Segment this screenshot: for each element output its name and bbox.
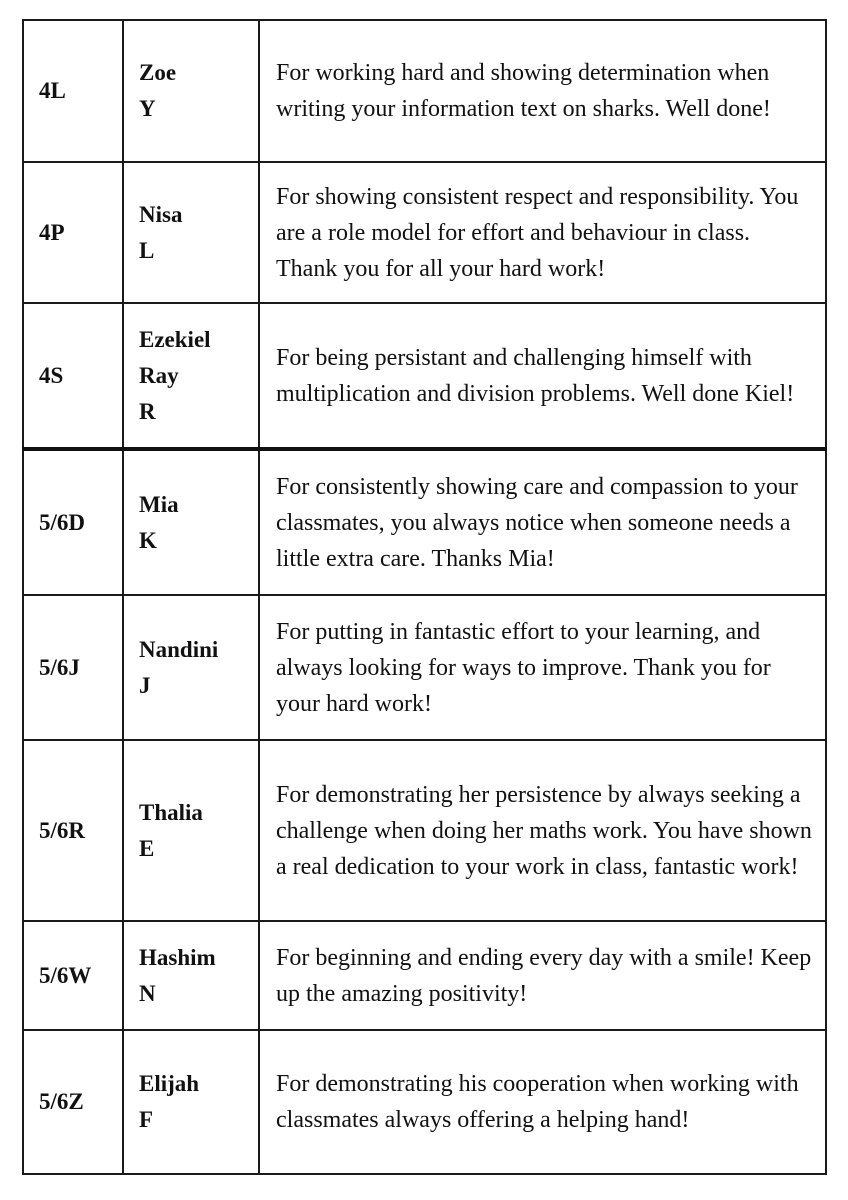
award-message-cell: For beginning and ending every day with a smile! Keep up the amazing positivity! [259,921,826,1030]
award-row [23,303,826,449]
student-middle-name: Ray [139,362,179,388]
student-surname-initial: E [139,835,155,861]
student-first-name: Nandini [139,636,219,662]
student-first-name: Mia [139,491,179,517]
class-cell: 5/6Z [23,1030,123,1174]
award-row [23,162,826,303]
award-message-cell: For demonstrating his cooperation when working with classmates always offering a helping hand! [259,1030,826,1174]
award-row [23,740,826,921]
student-surname-initial: N [139,980,156,1006]
award-row [23,1030,826,1174]
class-cell: 5/6W [23,921,123,1030]
student-name-cell [123,162,259,303]
class-cell: 4S [23,303,123,449]
award-message-cell: For working hard and showing determination when writing your information text on sharks. Well done! [259,20,826,162]
student-surname-initial: J [139,672,151,698]
student-first-name: Hashim [139,944,216,970]
student-name-cell [123,740,259,921]
student-name-cell [123,595,259,740]
class-cell: 5/6J [23,595,123,740]
award-row [23,595,826,740]
student-first-name: Ezekiel [139,326,211,352]
student-surname-initial: R [139,398,156,424]
student-first-name: Nisa [139,201,183,227]
student-first-name: Zoe [139,60,177,85]
student-surname-initial: L [139,237,155,263]
award-row [23,921,826,1030]
class-cell: 4P [23,162,123,303]
student-surname-initial: F [139,1107,154,1132]
student-name-cell [123,20,259,162]
award-message-cell: For being persistant and challenging himself with multiplication and division problems. Well done Kiel! [259,303,826,449]
class-cell: 4L [23,20,123,162]
student-surname-initial: K [139,527,157,553]
student-name-cell [123,1030,259,1174]
awards-table [22,19,827,1175]
award-message-cell: For putting in fantastic effort to your learning, and always looking for ways to improve. Thank you for your hard work! [259,595,826,740]
award-row [23,20,826,162]
award-row [23,449,826,595]
award-message-cell: For showing consistent respect and responsibility. You are a role model for effort and behaviour in class. Thank you for all your hard work! [259,162,826,303]
student-name-cell [123,921,259,1030]
student-name-cell [123,449,259,595]
award-message-cell: For demonstrating her persistence by always seeking a challenge when doing her maths work. You have shown a real dedication to your work in class, fantastic work! [259,740,826,921]
student-surname-initial: Y [139,96,156,121]
class-cell: 5/6R [23,740,123,921]
award-message-cell: For consistently showing care and compassion to your classmates, you always notice when someone needs a little extra care. Thanks Mia! [259,449,826,595]
student-name-cell [123,303,259,449]
student-first-name: Thalia [139,799,203,825]
class-cell: 5/6D [23,449,123,595]
student-first-name: Elijah [139,1071,200,1096]
